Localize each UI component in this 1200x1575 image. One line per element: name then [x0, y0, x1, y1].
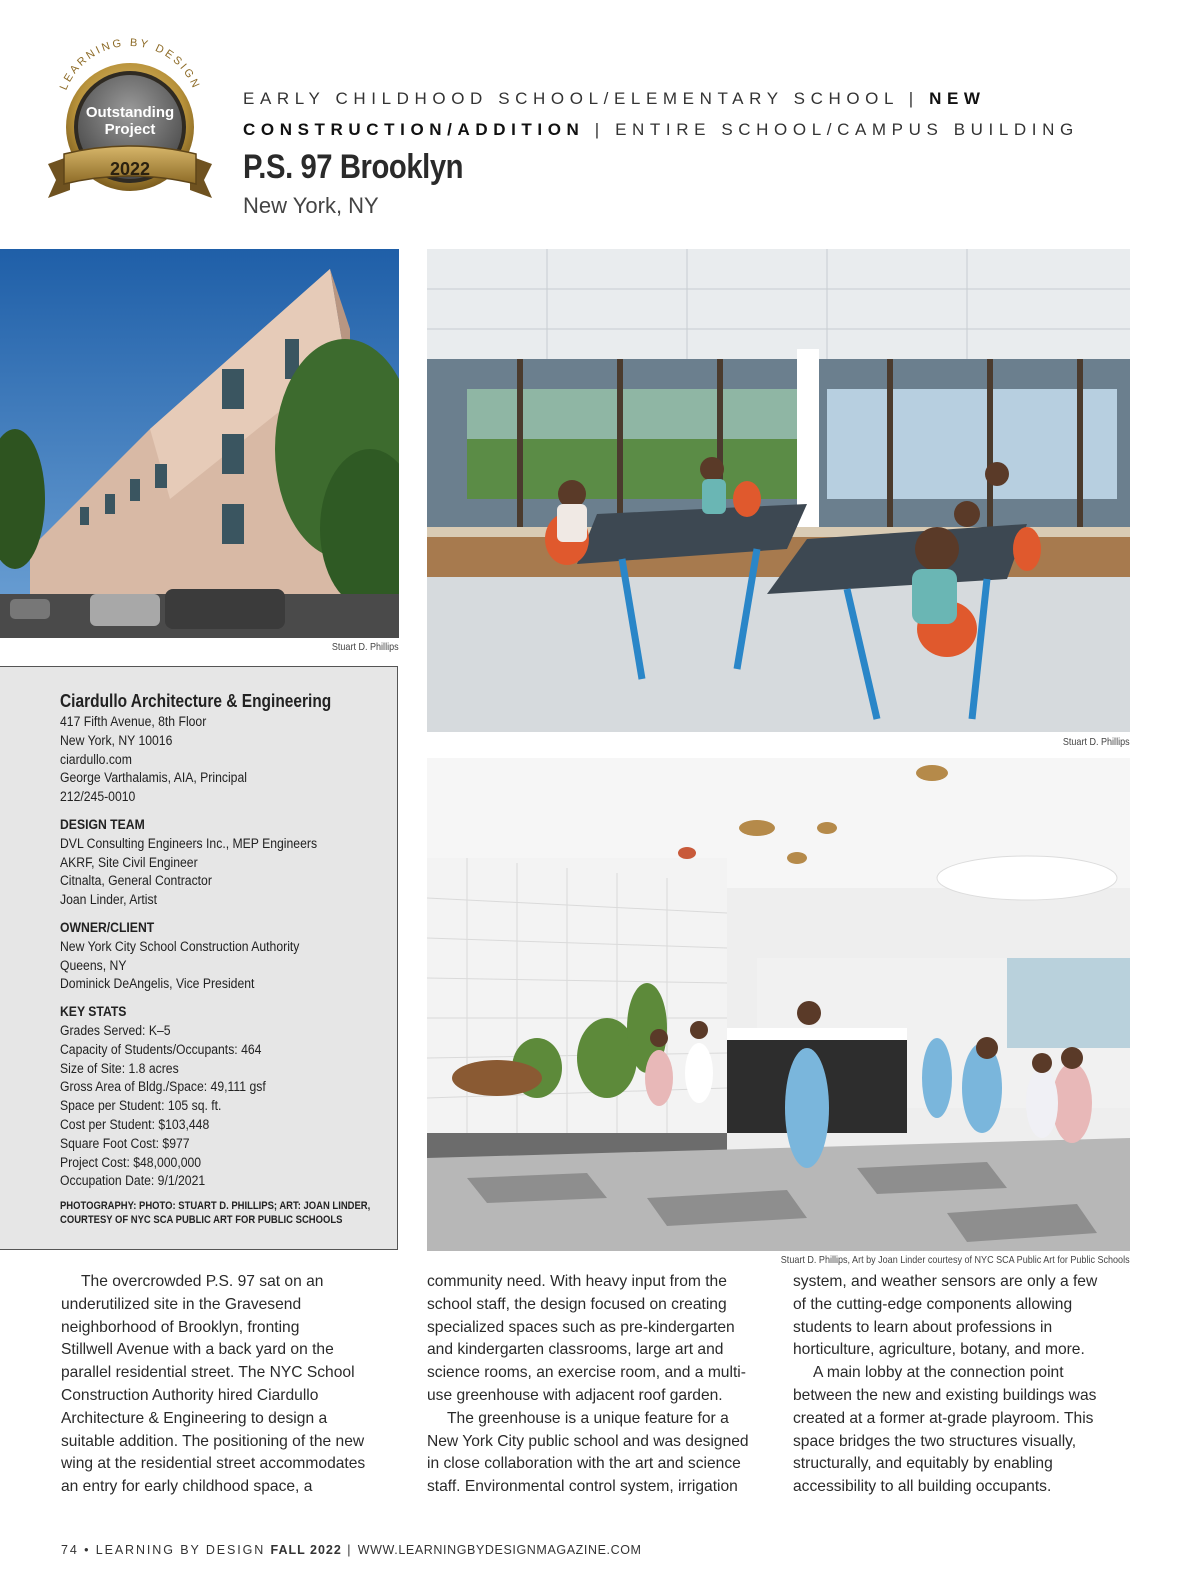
key-stat: Space per Student: 105 sq. ft.: [60, 1098, 222, 1115]
key-stat: Cost per Student: $103,448: [60, 1116, 210, 1133]
owner-heading: OWNER/CLIENT: [60, 919, 155, 936]
lobby-photo: [427, 758, 1130, 1251]
photography-credit-note: [60, 1199, 404, 1227]
key-stat: Grades Served: K–5: [60, 1022, 171, 1039]
article-line: specialized spaces such as pre-kindergarten: [427, 1318, 735, 1336]
svg-text:LEARNING BY DESIGN: LEARNING BY DESIGN: [57, 36, 203, 92]
article-line: staff. Environmental control system, irrigation: [427, 1478, 738, 1496]
key-stat: Size of Site: 1.8 acres: [60, 1060, 179, 1077]
design-team-item: Joan Linder, Artist: [60, 892, 157, 909]
photography-credit-line: PHOTOGRAPHY: PHOTO: STUART D. PHILLIPS; ART: JOAN LINDER,: [60, 1200, 371, 1213]
article-line: New York City public school and was designed: [427, 1432, 749, 1450]
article-line: between the new and existing buildings was: [793, 1386, 1097, 1404]
project-category-line-2: [243, 120, 1079, 140]
article-line: use greenhouse with adjacent roof garden.: [427, 1386, 723, 1404]
firm-name: Ciardullo Architecture & Engineering: [60, 691, 332, 711]
article-line: The overcrowded P.S. 97 sat on an: [81, 1273, 324, 1290]
design-team-item: DVL Consulting Engineers Inc., MEP Engineers: [60, 835, 318, 852]
project-category-line-1: [243, 89, 986, 109]
owner-item: Dominick DeAngelis, Vice President: [60, 976, 255, 993]
article-line: horticulture, agriculture, botany, and more.: [793, 1341, 1085, 1359]
article-line: school staff, the design focused on creating: [427, 1295, 727, 1313]
project-info-content: [60, 689, 404, 1227]
photo-credit: Stuart D. Phillips: [1063, 736, 1130, 748]
article-line: A main lobby at the connection point: [813, 1364, 1064, 1382]
article-line: created at a former at-grade playroom. This: [793, 1409, 1094, 1427]
owner-item: New York City School Construction Authority: [60, 938, 300, 955]
firm-details: [60, 713, 404, 807]
category-text: | ENTIRE SCHOOL/CAMPUS BUILDING: [594, 120, 1079, 139]
svg-text:2022: 2022: [109, 159, 151, 179]
key-stat: Occupation Date: 9/1/2021: [60, 1173, 206, 1190]
article-line: Stillwell Avenue with a back yard on the: [61, 1341, 334, 1359]
exterior-photo: [0, 249, 399, 638]
project-info-box: [0, 666, 398, 1250]
article-line: The greenhouse is a unique feature for a: [447, 1409, 729, 1427]
article-line: accessibility to all building occupants.: [793, 1478, 1052, 1496]
photography-credit-line: COURTESY OF NYC SCA PUBLIC ART FOR PUBLIC SCHOOLS: [60, 1214, 343, 1227]
firm-phone: 212/245-0010: [60, 789, 136, 806]
key-stat: Square Foot Cost: $977: [60, 1135, 190, 1152]
article-line: students to learn about professions in: [793, 1318, 1053, 1336]
issue-label: FALL 2022: [270, 1543, 342, 1557]
article-line: parallel residential street. The NYC School: [61, 1364, 355, 1382]
design-team-heading: DESIGN TEAM: [60, 816, 145, 833]
article-line: system, and weather sensors are only a few: [793, 1273, 1098, 1290]
firm-contact: George Varthalamis, AIA, Principal: [60, 770, 247, 787]
article-line: science rooms, an exercise room, and a multi-: [427, 1364, 746, 1382]
key-stats-heading: KEY STATS: [60, 1004, 127, 1021]
article-line: of the cutting-edge components allowing: [793, 1295, 1073, 1313]
article-column-1: [61, 1271, 396, 1499]
article-line: underutilized site in the Gravesend: [61, 1295, 302, 1313]
svg-text:Outstanding: Outstanding: [85, 104, 175, 121]
page-number: 74 • LEARNING BY DESIGN: [61, 1543, 266, 1557]
article-line: wing at the residential street accommodates: [61, 1455, 366, 1473]
firm-address-line: New York, NY 10016: [60, 732, 173, 749]
article-column-2: [427, 1271, 762, 1499]
magazine-url-link[interactable]: WWW.LEARNINGBYDESIGNMAGAZINE.COM: [357, 1543, 642, 1557]
article-line: suitable addition. The positioning of the new: [61, 1432, 365, 1450]
article-line: in close collaboration with the art and science: [427, 1455, 741, 1473]
design-team-item: AKRF, Site Civil Engineer: [60, 854, 198, 871]
category-bold-text: NEW: [929, 89, 986, 108]
category-text: EARLY CHILDHOOD SCHOOL/ELEMENTARY SCHOOL |: [243, 89, 919, 108]
article-line: Architecture & Engineering to design a: [61, 1409, 328, 1427]
key-stat: Gross Area of Bldg./Space: 49,111 gsf: [60, 1079, 266, 1096]
photo-credit: Stuart D. Phillips: [332, 641, 399, 653]
svg-text:Project: Project: [104, 121, 156, 138]
owner-item: Queens, NY: [60, 957, 127, 974]
outstanding-project-badge: [40, 34, 220, 209]
classroom-photo: [427, 249, 1130, 732]
page-title: P.S. 97 Brooklyn: [243, 148, 464, 186]
design-team-item: Citnalta, General Contractor: [60, 873, 212, 890]
footer-separator: |: [347, 1543, 353, 1557]
photo-credit: Stuart D. Phillips, Art by Joan Linder courtesy of NYC SCA Public Art for Public Schools: [781, 1254, 1130, 1266]
article-line: space bridges the two structures visually,: [793, 1432, 1077, 1450]
article-line: neighborhood of Brooklyn, fronting: [61, 1318, 300, 1336]
article-line: and kindergarten classrooms, large art and: [427, 1341, 724, 1359]
award-seal-icon: [40, 34, 220, 209]
article-line: Construction Authority hired Ciardullo: [61, 1386, 319, 1404]
article-line: an entry for early childhood space, a: [61, 1478, 313, 1496]
firm-address-line: 417 Fifth Avenue, 8th Floor: [60, 714, 207, 730]
key-stat: Capacity of Students/Occupants: 464: [60, 1041, 262, 1058]
key-stat: Project Cost: $48,000,000: [60, 1154, 202, 1171]
article-line: structurally, and equitably by enabling: [793, 1455, 1053, 1473]
category-bold-text: CONSTRUCTION/ADDITION: [243, 120, 585, 139]
firm-website: ciardullo.com: [60, 751, 132, 768]
article-column-3: [793, 1271, 1128, 1499]
page-subtitle: New York, NY: [243, 193, 379, 218]
page-footer: [61, 1543, 642, 1557]
article-line: community need. With heavy input from the: [427, 1273, 727, 1290]
